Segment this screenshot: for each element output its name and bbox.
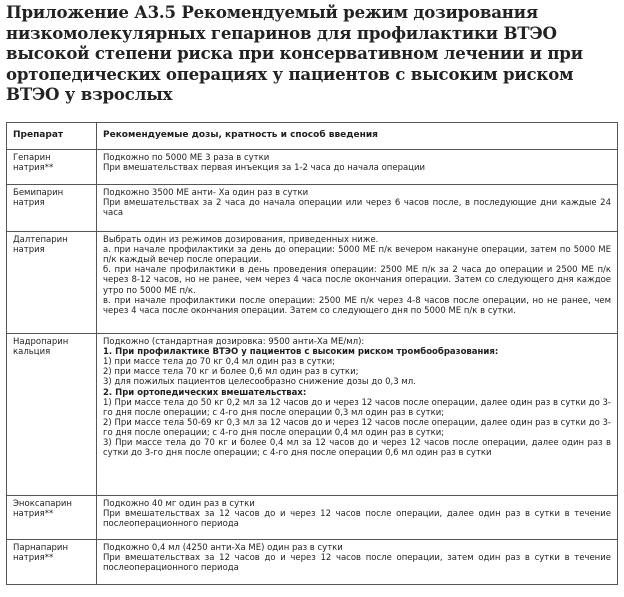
dose-line: Подкожно 40 мг один раз в сутки: [103, 499, 255, 510]
dose-cell: [97, 334, 618, 496]
header-dose: Рекомендуемые дозы, кратность и способ введения: [97, 123, 618, 150]
dose-line: Подкожно 0,4 мл (4250 анти-Ха МЕ) один раз в сутки: [103, 543, 343, 554]
dose-line: 1) При массе тела до 50 кг 0,2 мл за 12 часов до и через 12 часов после операции, далее один раз в сутки до 3-го дня после операции; с 4-го дня после операции 0,3 мл один раз в сутки;: [103, 397, 611, 418]
dose-line: Выбрать один из режимов дозирования, приведенных ниже.: [103, 235, 379, 246]
drug-name: Парнапарин натрия**: [7, 540, 97, 585]
table-row: [7, 496, 618, 540]
dose-line: 3) для пожилых пациентов целесообразно снижение дозы до 0,3 мл.: [103, 377, 416, 388]
dose-line: При вмешательствах за 2 часа до начала операции или через 6 часов после, в последующие дни каждые 24 часа: [103, 198, 611, 219]
table-row: [7, 540, 618, 585]
dose-line: При вмешательствах за 12 часов до и через 12 часов после операции, далее один раз в сутки в течение послеоперационного периода: [103, 509, 611, 530]
table-row: [7, 232, 618, 334]
drug-name: Надропарин кальция: [7, 334, 97, 496]
dose-cell: [97, 540, 618, 585]
dose-line: При вмешательствах первая инъекция за 1-2 часа до начала операции: [103, 163, 426, 174]
dose-line: Подкожно по 5000 МЕ 3 раза в сутки: [103, 153, 270, 164]
dose-cell: [97, 150, 618, 185]
dose-cell: [97, 496, 618, 540]
table-row: [7, 185, 618, 232]
dose-line: 2) при массе тела 70 кг и более 0,6 мл один раз в сутки;: [103, 367, 359, 378]
dose-line: 3) При массе тела до 70 кг и более 0,4 мл за 12 часов до и через 12 часов после операции, далее один раз в сутки до 3-го дня после операции; с 4-го дня после операции 0,6 мл один раз в сутки: [103, 438, 611, 459]
drug-name: Гепарин натрия**: [7, 150, 97, 185]
dose-line: б. при начале профилактики в день проведения операции: 2500 МЕ п/к за 2 часа до операции и 2500 МЕ п/к через 8-12 часов, но не ранее, чем через 4 часа после окончания операции. Затем со следующего дня каждое утро по 5000 МЕ п/к.: [103, 265, 611, 296]
dose-line: Подкожно (стандартная дозировка: 9500 анти-Ха МЕ/мл):: [103, 337, 365, 348]
dose-subheading: 2. При ортопедических вмешательствах:: [103, 387, 307, 398]
drug-name: Далтепарин натрия: [7, 232, 97, 334]
dosage-table: [6, 122, 618, 585]
dose-line: а. при начале профилактики за день до операции: 5000 МЕ п/к вечером накануне операции, затем по 5000 МЕ п/к каждый вечер после операции.: [103, 245, 611, 266]
dose-line: 1) при массе тела до 70 кг 0,4 мл один раз в сутки;: [103, 357, 335, 368]
table-row: [7, 334, 618, 496]
document-title: Приложение А3.5 Рекомендуемый режим дозирования низкомолекулярных гепаринов для профилактики ВТЭО высокой степени риска при консервативном лечении и при ортопедических операциях у пациентов с высоким риском ВТЭО у взрослых: [6, 2, 583, 104]
dose-line: 2) При массе тела 50-69 кг 0,3 мл за 12 часов до и через 12 часов после операции, далее один раз в сутки до 3-го дня после операции; с 4-го дня после операции 0,4 мл один раз в сутки;: [103, 417, 611, 438]
dose-subheading: 1. При профилактике ВТЭО у пациентов с высоким риском тромбообразования:: [103, 347, 499, 358]
drug-name: Эноксапарин натрия**: [7, 496, 97, 540]
dose-cell: [97, 232, 618, 334]
dose-line: При вмешательствах за 12 часов до и через 12 часов после операции, затем один раз в сутки в течение послеоперационного периода: [103, 553, 611, 574]
drug-name: Бемипарин натрия: [7, 185, 97, 232]
header-drug: Препарат: [7, 123, 97, 150]
dose-line: Подкожно 3500 МЕ анти- Ха один раз в сутки: [103, 188, 309, 199]
table-row: [7, 150, 618, 185]
dose-cell: [97, 185, 618, 232]
table-header-row: [7, 123, 618, 150]
dose-line: в. при начале профилактики после операции: 2500 МЕ п/к через 4-8 часов после операции, но не ранее, чем через 4 часа после окончания операции. Затем со следующего дня по 5000 МЕ п/к в сутки.: [103, 295, 611, 316]
